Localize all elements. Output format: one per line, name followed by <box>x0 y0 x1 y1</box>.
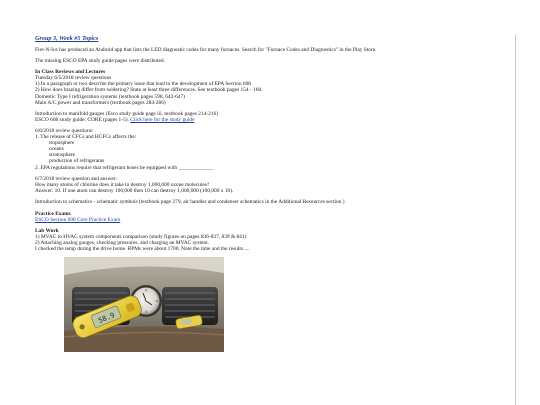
review-date-0606: 6/6/2018 review questions: <box>35 127 94 134</box>
review-question-1: 1) In a paragraph or two describe the primary issue that lead to the development of EPA Section 608 <box>35 81 251 88</box>
intro-study-guide-note: The missing ESCO EPA study guide pages were distributed. <box>35 58 165 65</box>
class-reviews-heading: In Class Reviews and Lectures <box>35 69 106 76</box>
study-guide-prefix: ESCO 608 study guide: CORE (pages 1-5). <box>35 116 131 123</box>
study-guide-link[interactable]: Click here for the study guide <box>130 116 195 123</box>
page-title: Group 3, Week #5 Topics <box>35 35 99 42</box>
option-troposphere: troposphere <box>49 140 75 147</box>
photo-illustration <box>64 257 224 352</box>
review-0607-question: How many atoms of chlorine does it take to destroy 1,000,000 ozone molecules? <box>35 181 210 188</box>
lab-item-1: 1) MVAC to HVAC system components comparison (study figures on pages 836-837, 839 & 841) <box>35 234 247 241</box>
intro-app-note: Fire-N-Ice has produced an Android app that lists the LED diagnostic codes for many furnaces. Search for "Furnace Codes and Diagnostics" in the Play Store. <box>35 47 377 53</box>
option-oceans: oceans <box>49 146 64 153</box>
content-inner <box>29 35 515 352</box>
topic-schematics: Introduction to schematics - schematic symbols (textbook page 279, air handler and condenser schematics in the Additional Resources section ) <box>35 198 345 205</box>
option-production-of-refrigerants: production of refrigerants <box>49 158 105 165</box>
option-stratosphere: stratosphere <box>49 152 76 159</box>
review-question-2: 2) How does brazing differ from soldering? State at least three differences. See textbook pages 154 - 160. <box>35 87 263 94</box>
car-vent-thermometer-photo <box>64 257 224 352</box>
lab-work-heading: Lab Work <box>35 228 59 235</box>
lab-item-2: 2) Attaching analog gauges, checking pressures, and charging an MVAC system. <box>35 240 209 247</box>
topic-domestic-refrigeration: Domestic Type I refrigeration systems (textbook pages 598, 642-647) <box>35 93 185 100</box>
review-0607-answer: Answer: 10. If one atom can destroy 100,000 then 10 can destroy 1,000,000 (100,000 x 10). <box>35 187 234 194</box>
lab-item-3: I checked the temp during the drive home. RPMs were about 1700. Note the time and the results .... <box>35 246 250 253</box>
review-date-0605: Tuesday 6/5/2018 review questions <box>35 75 112 82</box>
practice-exams-heading: Practice Exams <box>35 210 71 217</box>
thermometer-reading: 58.9 <box>97 310 116 325</box>
topic-main-ac-power: Main A/C power and transformers (textbook pages 284-286) <box>35 99 166 106</box>
review-0606-question-2: 2. EPA regulations require that refrigerant hoses be equipped with _____________ <box>35 164 214 171</box>
review-0606-question-1: 1. The release of CFCs and HCFCs affects the: <box>35 134 137 141</box>
practice-exam-link[interactable]: ESCO Section 608 Core Practice Exam <box>35 217 121 224</box>
content-area <box>29 35 516 405</box>
review-date-0607: 6/7/2018 review question and answer: <box>35 175 118 182</box>
topic-manifold-gauges: Introduction to manifold gauges (Esco study guide page iii, textbook pages 214-216) <box>35 110 218 117</box>
